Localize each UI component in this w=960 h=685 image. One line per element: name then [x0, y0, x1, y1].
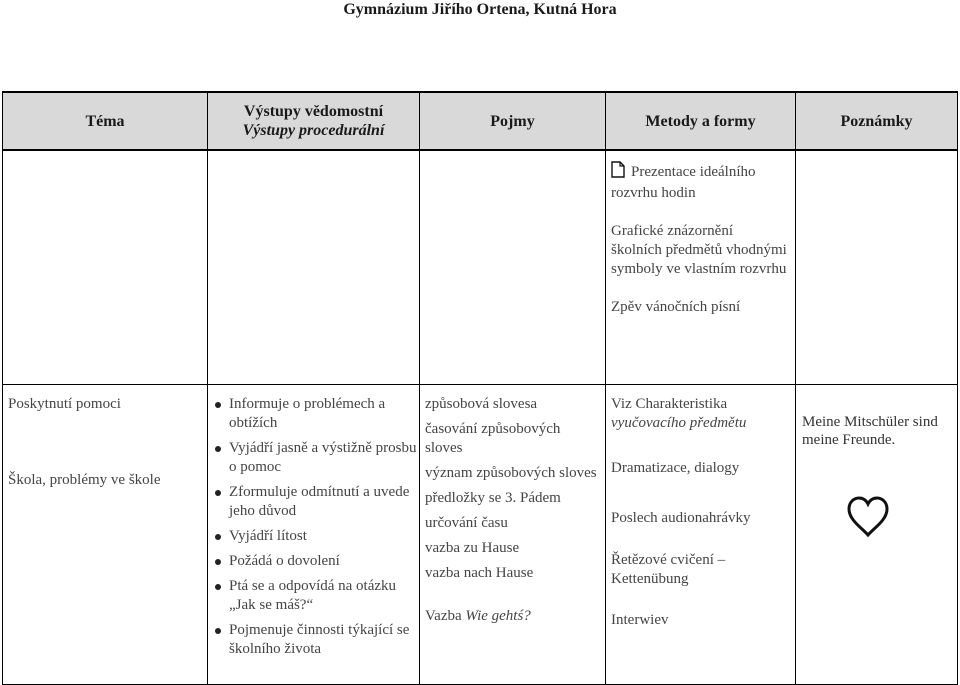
- heart-outline-icon: [846, 495, 890, 545]
- vystupy-item: Požádá o dovolení: [213, 552, 419, 571]
- vystupy-item: Vyjádří lítost: [213, 527, 419, 546]
- pojmy-item: způsobová slovesa: [425, 395, 538, 412]
- header-vystupy: [208, 92, 420, 150]
- pojmy-vazba-prefix: Vazba: [425, 607, 466, 624]
- row2-tema-cell: [3, 384, 208, 684]
- row2-metody-cell: [606, 384, 796, 684]
- metody-poslech: Poslech audionahrávky: [611, 509, 751, 526]
- tema-skola: Škola, problémy ve škole: [8, 471, 161, 488]
- pojmy-item: předložky se 3. Pádem: [425, 489, 561, 506]
- header-pojmy: Pojmy: [420, 92, 606, 150]
- row2-poznamky-cell: [796, 384, 958, 684]
- school-title: Gymnázium Jiřího Ortena, Kutná Hora: [343, 1, 617, 18]
- header-tema: Téma: [3, 92, 208, 150]
- vystupy-item: Pojmenuje činnosti týkající se školního života: [213, 621, 419, 659]
- curriculum-table: [2, 91, 958, 685]
- row1-metody-cell: [606, 150, 796, 384]
- metody-item-prezentace: Prezentace ideálního rozvrhu hodin: [611, 164, 756, 201]
- row1-poznamky-cell: [796, 150, 958, 384]
- vystupy-item: Zformuluje odmítnutí a uvede jeho důvod: [213, 483, 419, 521]
- table-row-1: [3, 150, 958, 384]
- header-vystupy-proceduralni: Výstupy procedurální: [242, 122, 385, 139]
- header-vystupy-vedomostni: Výstupy vědomostní: [243, 103, 384, 120]
- vystupy-item: Informuje o problémech a obtížích: [213, 395, 419, 433]
- metody-item-zpev: Zpěv vánočních písní: [611, 299, 741, 315]
- row2-vystupy-cell: [208, 384, 420, 684]
- header-poznamky: Poznámky: [796, 92, 958, 150]
- row1-pojmy-cell: [420, 150, 606, 384]
- pojmy-wie-gehts: Wie gehtś?: [465, 607, 531, 624]
- vystupy-list: [208, 395, 419, 659]
- metody-dramatizace: Dramatizace, dialogy: [611, 459, 740, 476]
- row1-vystupy-cell: [208, 150, 420, 384]
- row2-pojmy-cell: [420, 384, 606, 684]
- metody-retezove-cviceni: Řetězové cvičení – Kettenübung: [611, 551, 726, 587]
- vystupy-item: Ptá se a odpovídá na otázku „Jak se máš?“: [213, 577, 419, 615]
- metody-vyucovaciho-predmetu: vyučovacího předmětu: [611, 414, 747, 431]
- table-header-row: [3, 92, 958, 150]
- metody-charakteristika: Viz Charakteristika: [611, 395, 728, 412]
- row1-tema-cell: [3, 150, 208, 384]
- header-metody: Metody a formy: [606, 92, 796, 150]
- poznamky-note: Meine Mitschüler sind meine Freunde.: [802, 413, 938, 448]
- vystupy-item: Vyjádří jasně a výstižně prosbu o pomoc: [213, 439, 419, 477]
- metody-interwiev: Interwiev: [611, 611, 669, 628]
- table-row-2: [3, 384, 958, 684]
- tema-poskytnuti-pomoci: Poskytnutí pomoci: [8, 395, 121, 412]
- pojmy-item: vazba zu Hause: [425, 539, 520, 556]
- pojmy-item: význam způsobových sloves: [425, 464, 597, 481]
- pojmy-item: časování způsobových sloves: [425, 420, 561, 456]
- metody-item-graficke: Grafické znázornění školních předmětů vhodnými symboly ve vlastním rozvrhu: [611, 223, 787, 277]
- pojmy-item: určování času: [425, 514, 508, 531]
- pojmy-item: vazba nach Hause: [425, 564, 534, 581]
- document-icon: [611, 161, 625, 184]
- pojmy-item-wie-gehts: [425, 607, 599, 626]
